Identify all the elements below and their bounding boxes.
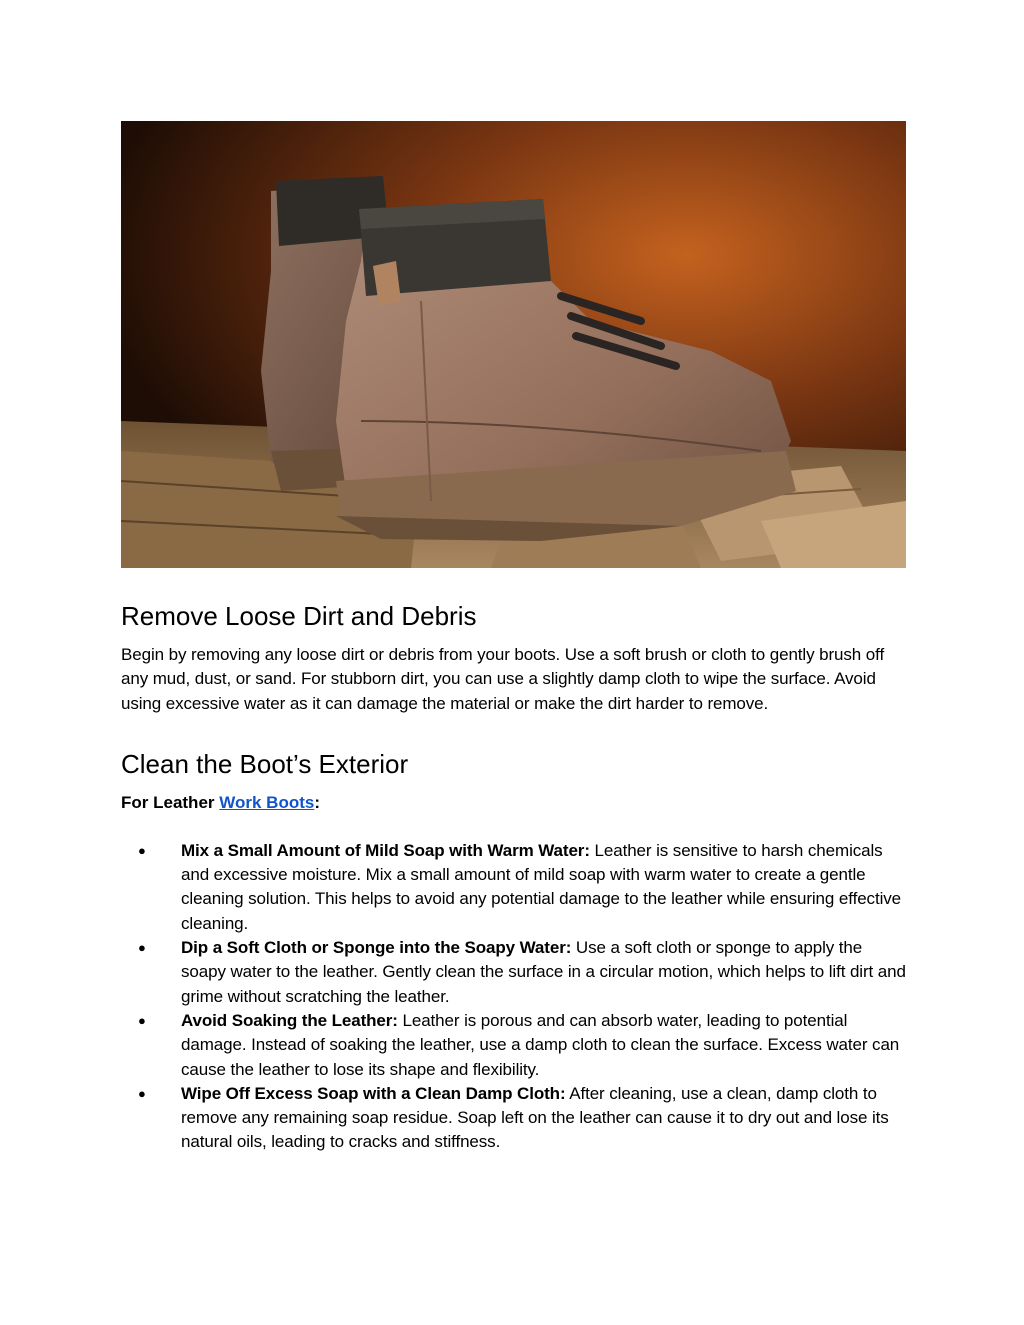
list-item bbox=[121, 1082, 911, 1155]
list-item-title: Wipe Off Excess Soap with a Clean Damp Cloth: bbox=[181, 1083, 566, 1103]
list-item-text: Leather is porous and can absorb water, leading to potential damage. Instead of soaking the leather, use a damp cloth to clean the surface. Excess water can cause the leather to lose its shape and flexibility. bbox=[181, 1010, 900, 1079]
list-item bbox=[121, 1009, 911, 1082]
work-boots-link[interactable]: Work Boots bbox=[219, 792, 315, 812]
heading-remove-dirt: Remove Loose Dirt and Debris bbox=[121, 601, 477, 631]
subheading-prefix: For Leather bbox=[121, 792, 220, 812]
subheading-suffix: : bbox=[314, 792, 320, 812]
list-item bbox=[121, 936, 911, 1009]
list-item-title: Avoid Soaking the Leather: bbox=[181, 1010, 398, 1030]
bullet-icon: ● bbox=[138, 1012, 146, 1028]
article-content bbox=[121, 600, 911, 1155]
heading-clean-exterior: Clean the Boot’s Exterior bbox=[121, 748, 409, 779]
bullet-icon: ● bbox=[138, 1085, 146, 1101]
list-item bbox=[121, 839, 911, 936]
subheading-leather bbox=[121, 791, 911, 815]
paragraph-remove-dirt: Begin by removing any loose dirt or debris from your boots. Use a soft brush or cloth to gently brush off any mud, dust, or sand. For stubborn dirt, you can use a slightly damp cloth to wipe the surface. Avoid using excessive water as it can damage the material or make the dirt harder to remove. bbox=[121, 645, 885, 713]
boots-photo bbox=[121, 121, 906, 568]
cleaning-steps-list bbox=[121, 839, 911, 1155]
list-item-title: Mix a Small Amount of Mild Soap with Warm Water: bbox=[181, 840, 590, 860]
list-item-text: Use a soft cloth or sponge to apply the soapy water to the leather. Gently clean the surface in a circular motion, which helps to lift dirt and grime without scratching the leather. bbox=[181, 938, 906, 1006]
list-item-title: Dip a Soft Cloth or Sponge into the Soapy Water: bbox=[181, 938, 572, 958]
list-item-text: After cleaning, use a clean, damp cloth to remove any remaining soap residue. Soap left on the leather can cause it to dry out and lose its natural oils, leading to cracks and stiffness. bbox=[181, 1083, 889, 1152]
bullet-icon: ● bbox=[138, 842, 146, 858]
list-item-text: Leather is sensitive to harsh chemicals and excessive moisture. Mix a small amount of mild soap with warm water to create a gentle cleaning solution. This helps to avoid any potential damage to the leather while ensuring effective cleaning. bbox=[181, 840, 901, 933]
bullet-icon: ● bbox=[138, 940, 146, 956]
